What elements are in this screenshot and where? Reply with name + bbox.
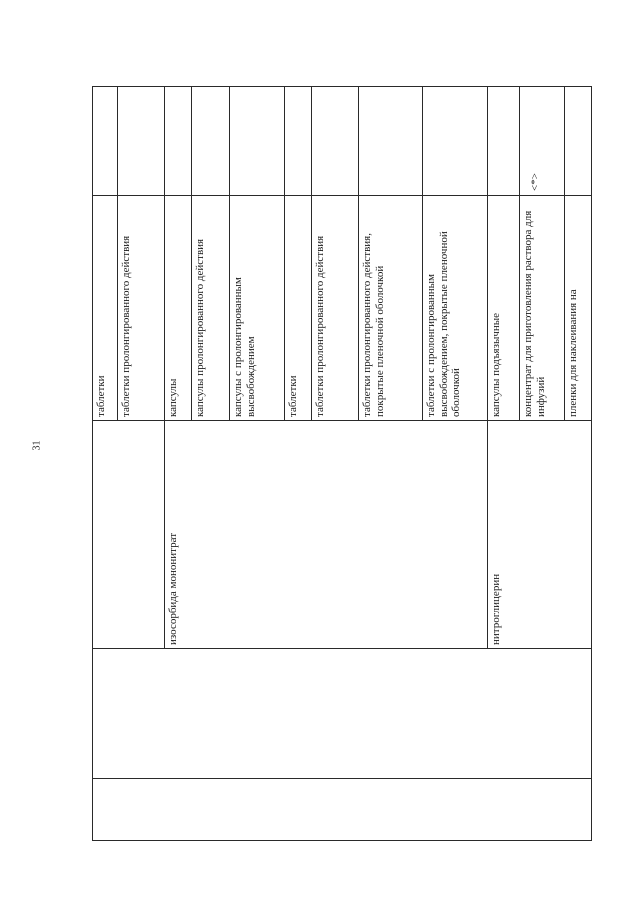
form-cell: [422, 196, 487, 421]
footnote-marker: <*>: [529, 173, 541, 191]
page-number: 31: [31, 440, 43, 451]
form-cell: [487, 196, 519, 421]
form-cell: [191, 196, 229, 421]
form-text: таблетки пролонгированного действия: [314, 235, 326, 417]
form-text: капсулы подъязычные: [490, 312, 502, 417]
form-cell: [284, 196, 311, 421]
form-text: капсулы с пролонгированным высвобождением: [232, 277, 257, 417]
form-cell: [358, 196, 422, 421]
form-text: концентрат для приготовления раствора для инфузий: [522, 210, 547, 417]
form-text: таблетки с пролонгированным высвобождением, покрытые пленочной оболочкой: [425, 231, 463, 417]
form-cell: [519, 196, 564, 421]
medication-table: [92, 86, 592, 841]
drug-name: нитроглицерин: [490, 573, 502, 645]
form-text: таблетки: [95, 375, 107, 417]
form-cell: [92, 196, 117, 421]
form-cell: [311, 196, 358, 421]
form-text: таблетки пролонгированного действия, покрытые пленочной оболочкой: [361, 233, 386, 417]
form-text: пленки для наклеивания на: [567, 289, 579, 417]
drug-name-cell: [487, 421, 592, 649]
form-cell: [564, 196, 592, 421]
form-text: таблетки пролонгированного действия: [120, 235, 132, 417]
column-divider: [92, 778, 592, 779]
form-cell: [229, 196, 284, 421]
drug-name-cell: [164, 421, 487, 649]
form-text: капсулы пролонгированного действия: [194, 238, 206, 417]
form-cell: [164, 196, 191, 421]
drug-name: изосорбида мононитрат: [167, 532, 179, 645]
form-cell: [117, 196, 164, 421]
form-text: таблетки: [287, 375, 299, 417]
form-text: капсулы: [167, 378, 179, 417]
